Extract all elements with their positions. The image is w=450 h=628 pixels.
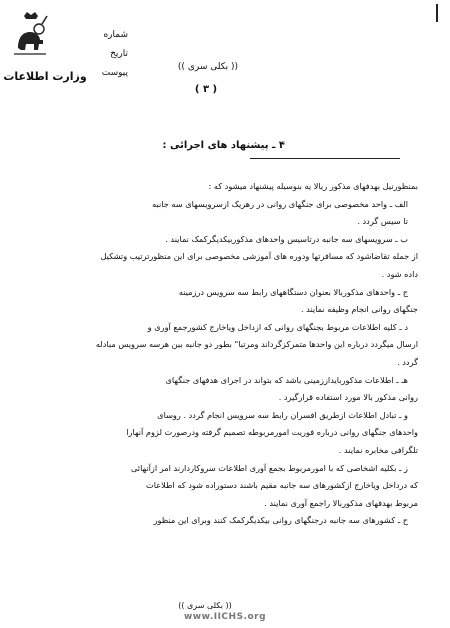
body-line: تا سیس گردد . (357, 216, 408, 227)
body-line: مربوط بهدفهای مذکوربالا راجمع آوری نمایند . (264, 497, 418, 508)
section-underline (250, 158, 400, 159)
number-label: شماره (103, 30, 128, 40)
body-line: واحدهای جنگهای روانی درباره فوریت امورمربوطه تصمیم گرفته ودرصورت لزوم آنهارا (126, 427, 418, 438)
attachment-label: پیوست (101, 68, 128, 78)
section-title: ۴ ـ پیشنهاد های اجرائی : (162, 140, 285, 151)
body-line: ارسال میگردد درباره این واحدها متمرکزگرداند ومرتبا" بطور دو جانبه بین هرسه سرویس مبادله (95, 339, 418, 350)
ministry-title: وزارت اطلاعات (3, 70, 87, 83)
classification-label: (( بکلی سری )) (177, 62, 239, 72)
body-line: تلگرافی مخابره نمایند . (338, 444, 418, 455)
body-line: روانی مذکور بالا مورد استفاده قرارگیرد . (278, 392, 418, 403)
lion-and-sun-emblem-icon (12, 10, 50, 58)
body-line: ج ـ واحدهای مذکوربالا بعنوان دستگاههای رابط سه سرویس درزمینه (178, 286, 408, 297)
body-line: و ـ تبادل اطلاعات ازطریق افسران رابط سه سرویس انجام گردد . روسای (157, 409, 408, 420)
body-line: ب ـ سرویسهای سه جانبه درتاسیس واحدهای مذکوربیکدیگرکمک نمایند . (165, 233, 408, 244)
body-line: جنگهای روانی انجام وظیفه نمایند . (300, 304, 418, 315)
footer-classification-label: (( بکلی سری )) (178, 601, 232, 610)
date-label: تاریخ (110, 49, 128, 59)
body-line: ز ـ بکلیه اشخاصی که با امورمربوط بجمع آوری اطلاعات سروکاردارند امر ازآنهائی (130, 462, 408, 473)
corner-mark (436, 4, 438, 22)
body-line: بمنظورنیل بهدفهای مذکور ریالا یه بنوسیله پیشنهاد میشود که : (208, 181, 418, 191)
watermark: www.IICHS.org (183, 612, 267, 622)
page-number: ( ۳ ) (194, 84, 218, 95)
body-line: د ـ کلیه اطلاعات مربوط بجنگهای روانی که ازداخل ویاخارج کشورجمع آوری و (147, 321, 408, 332)
body-line: داده شود . (381, 268, 418, 279)
document-body (20, 178, 418, 530)
body-line: ح ـ کشورهای سه جانبه درجنگهای روانی بیکدیگرکمک کنند وبرای این منظور (153, 515, 408, 526)
body-line: الف ـ واحد مخصوصی برای جنگهای روانی در رهریک ازسرویسهای سه جانبه (152, 198, 408, 209)
body-line: گردد . (397, 356, 418, 367)
body-line: از جمله تقاضاشود که مسافرتها ودوره های آموزشی مخصوصی برای این منظورترتیب وتشکیل (100, 251, 418, 262)
body-line: که درداخل ویاخارج ازکشورهای سه جانبه مقیم باشند دستوراده شود که اطلاعات (145, 480, 418, 491)
body-line: هـ ـ اطلاعات مذکوربایداززمینی باشد که بتواند در اجرای هدفهای جنگهای (165, 374, 408, 385)
